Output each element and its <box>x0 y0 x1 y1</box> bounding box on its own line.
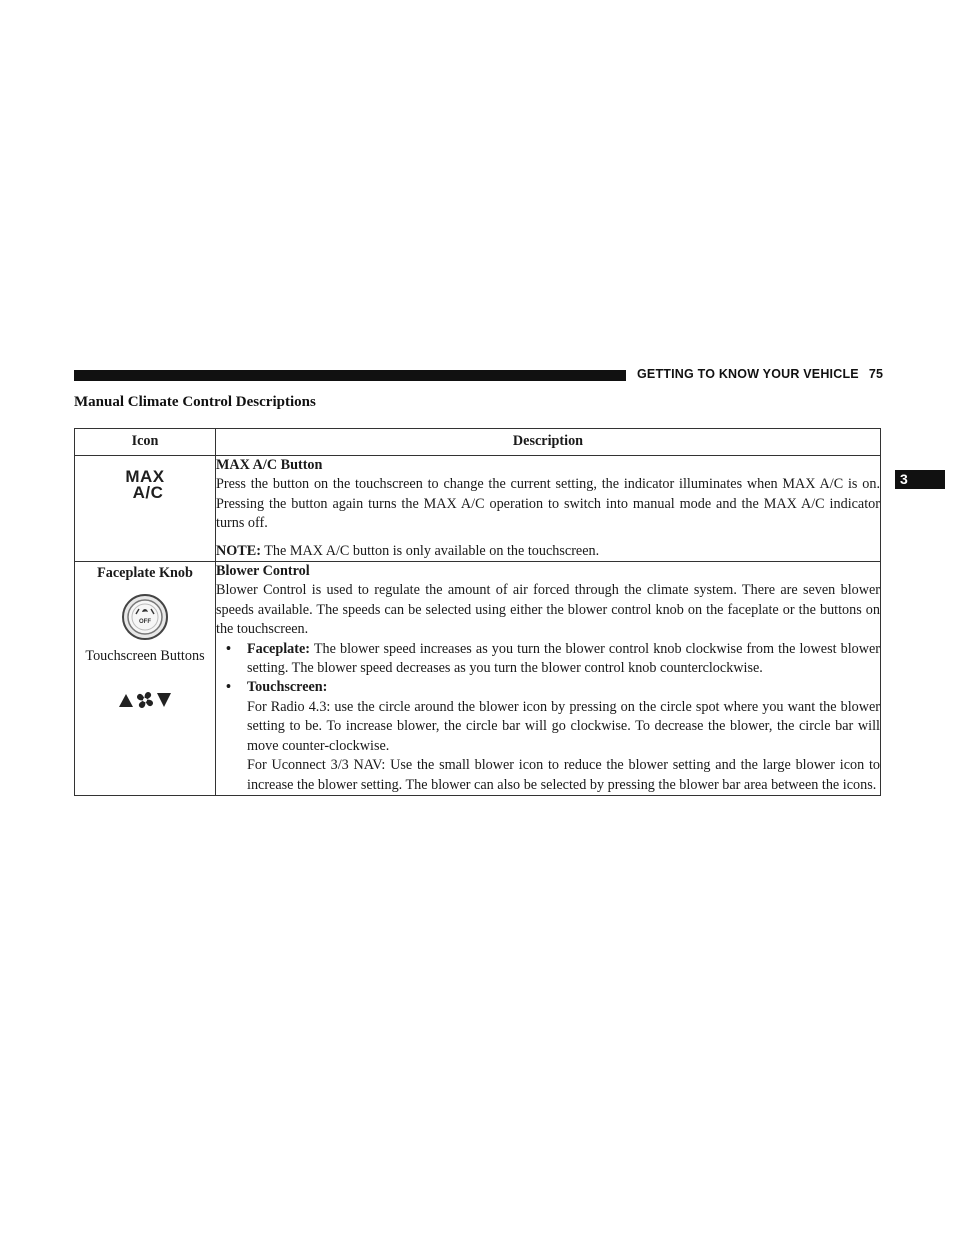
blower-knob-icon <box>121 593 169 641</box>
row-body: Blower Control is used to regulate the amount of air forced through the climate system. There are seven blower speeds available. The speeds can be selected using either the blower control knob on the faceplate or the buttons on the touchscreen. <box>216 582 880 638</box>
bullet-label: Faceplate: <box>247 640 311 657</box>
bullet-text: For Uconnect 3/3 NAV: Use the small blower icon to reduce the blower setting and the large blower icon to increase the blower setting. The blower can also be selected by pressing the blower bar area between the icons. <box>247 757 880 793</box>
bullet-label: Touchscreen: <box>247 679 328 696</box>
max-ac-icon-line1: MAX <box>125 467 165 486</box>
bullet-text: For Radio 4.3: use the circle around the blower icon by pressing on the circle spot where you want the blower setting to be. To increase blower, the circle bar will go clockwise. To decrease the blower, the circle bar will move counter-clockwise. <box>247 698 880 754</box>
running-header <box>637 367 883 381</box>
icon-cell <box>75 562 216 796</box>
table-header-row <box>75 429 881 456</box>
list-item <box>216 640 880 679</box>
bullet-icon: • <box>226 640 231 657</box>
page-number: 75 <box>868 367 884 381</box>
row-heading: Blower Control <box>216 563 310 580</box>
icon-cell <box>75 456 216 562</box>
climate-control-table <box>74 428 881 796</box>
column-header-description: Description <box>216 429 881 456</box>
section-title: Manual Climate Control Descriptions <box>74 394 316 410</box>
svg-text:OFF: OFF <box>139 619 151 626</box>
column-header-icon: Icon <box>75 429 216 456</box>
row-body: Press the button on the touchscreen to change the current setting, the indicator illuminates when MAX A/C is on. Pressing the button again turns the MAX A/C operation to switch into manual mode and the MAX A/C indicator turns off. <box>216 476 880 532</box>
table-row <box>75 562 881 796</box>
chapter-tab: 3 <box>895 470 945 489</box>
bullet-text: The blower speed increases as you turn the blower control knob clockwise from the lowest blower setting. The blower speed decreases as you turn the blower control knob counterclockwise. <box>247 640 880 677</box>
header-section-title: GETTING TO KNOW YOUR VEHICLE <box>637 367 859 381</box>
touchscreen-buttons-label: Touchscreen Buttons <box>85 648 205 665</box>
bullet-icon: • <box>226 679 231 696</box>
description-cell <box>216 562 881 796</box>
blower-buttons-icon <box>117 688 173 710</box>
row-heading: MAX A/C Button <box>216 457 323 473</box>
max-ac-icon-line2: A/C <box>132 483 164 502</box>
bullet-list <box>216 640 880 795</box>
note-label: NOTE: <box>216 542 261 559</box>
note-text: The MAX A/C button is only available on the touchscreen. <box>264 542 600 559</box>
header-rule <box>74 370 626 381</box>
table-row <box>75 456 881 562</box>
description-cell <box>216 456 881 562</box>
faceplate-knob-label: Faceplate Knob <box>97 565 193 582</box>
note <box>216 542 880 561</box>
max-ac-icon <box>114 469 176 501</box>
list-item <box>216 678 880 794</box>
